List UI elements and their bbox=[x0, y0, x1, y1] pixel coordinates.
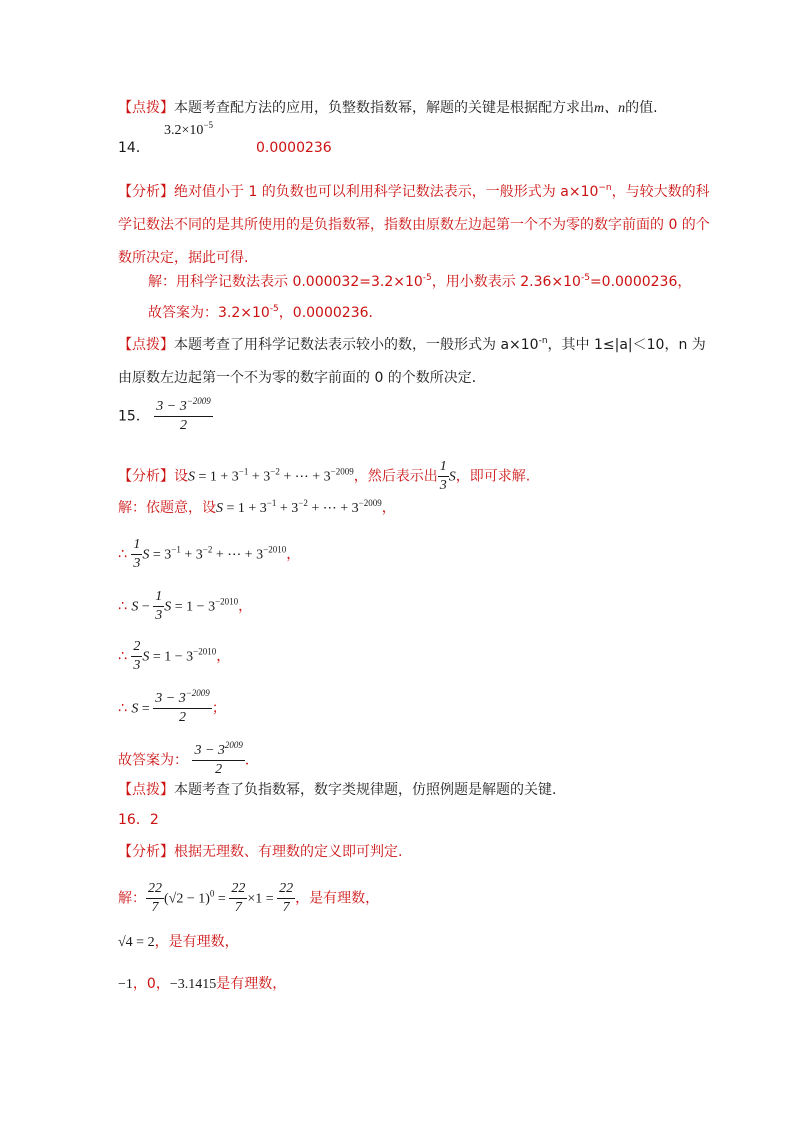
solution-15-step1: 解：依题意，设$S = 1 + 3^{-1} + 3^{-2}$ + ⋯ + $3^{-2009}$， bbox=[118, 498, 396, 516]
solution-15-step4: ∴ $\frac{2}{3}$ $S = 1 - 3^{-2010}$， bbox=[118, 639, 231, 673]
solution-16-line1: 解： $\frac{22}{7}$ $(√2 - 1)^0$ = $\frac{22}{7}$ ×1 = $\frac{22}{7}$ ，是有理数， bbox=[118, 881, 380, 915]
final-answer-15: 故答案为： $\frac{3 - 3^{2009}}{2}$ ． bbox=[118, 740, 259, 777]
question-14-label: 14． bbox=[118, 140, 150, 156]
solution-15-step2: ∴ $\frac{1}{3}$ $S = 3^{-1} + 3^{-2}$ + ⋯ + $3^{-2010}$， bbox=[118, 537, 301, 571]
answer-15-fraction: $\frac{3 - 3^{-2009}}{2}$ bbox=[156, 396, 211, 433]
solution-16-line3: −1，0，−3.1415是有理数， bbox=[118, 976, 287, 992]
tip-14: 【点拨】本题考查了用科学记数法表示较小的数，一般形式为 $a\times 10^{-n}$，其中 1≤|a|＜10，n 为由原数左边起第一个不为零的数字前面的 0 的个数所决定． bbox=[118, 336, 706, 386]
analysis-14: 【分析】绝对值小于 1 的负数也可以利用科学记数法表示，一般形式为 $a\times 10^{-n}$，与较大数的科学记数法不同的是其所使用的是负指数幂，指数由原数左边起第一个不为零的数字前面的 0 的个数所决定，据此可得. bbox=[118, 183, 710, 266]
solution-15-step3: ∴ S − $\frac{1}{3}$ $S = 1 - 3^{-2010}$， bbox=[118, 589, 253, 623]
answer-14-decimal: 0.0000236 bbox=[256, 140, 332, 156]
solution-15-step5: ∴ S = $\frac{3 - 3^{-2009}}{2}$ ； bbox=[118, 688, 226, 725]
question-15: 15． $\frac{3 - 3^{-2009}}{2}$ bbox=[118, 396, 211, 433]
solution-16-line2: √4 = 2，是有理数， bbox=[118, 934, 239, 950]
answer-14-scientific: $3.2\times 10^{-5}$ bbox=[164, 120, 213, 138]
question-16-answer: 16．2 bbox=[118, 812, 159, 828]
analysis-16: 【分析】根据无理数、有理数的定义即可判定. bbox=[118, 844, 403, 860]
final-answer-14: 故答案为：$3.2\times 10^{-5}$，0.0000236． bbox=[148, 304, 383, 321]
tip-15: 【点拨】本题考查了负指数幂，数字类规律题，仿照例题是解题的关键. bbox=[118, 782, 557, 798]
analysis-15: 【分析】设$S = 1 + 3^{-1} + 3^{-2}$ + ⋯ + $3^{-2009}$，然后表示出 $\frac{1}{3}$ S，即可求解. bbox=[118, 459, 531, 493]
tip-line-13: 【点拨】本题考查配方法的应用，负整数指数幂，解题的关键是根据配方求出m、n的值. bbox=[118, 100, 658, 116]
solution-14: 解：用科学记数法表示 $0.000032=3.2\times 10^{-5}$，用小数表示 $2.36\times 10^{-5}=0.0000236$， bbox=[148, 273, 692, 290]
